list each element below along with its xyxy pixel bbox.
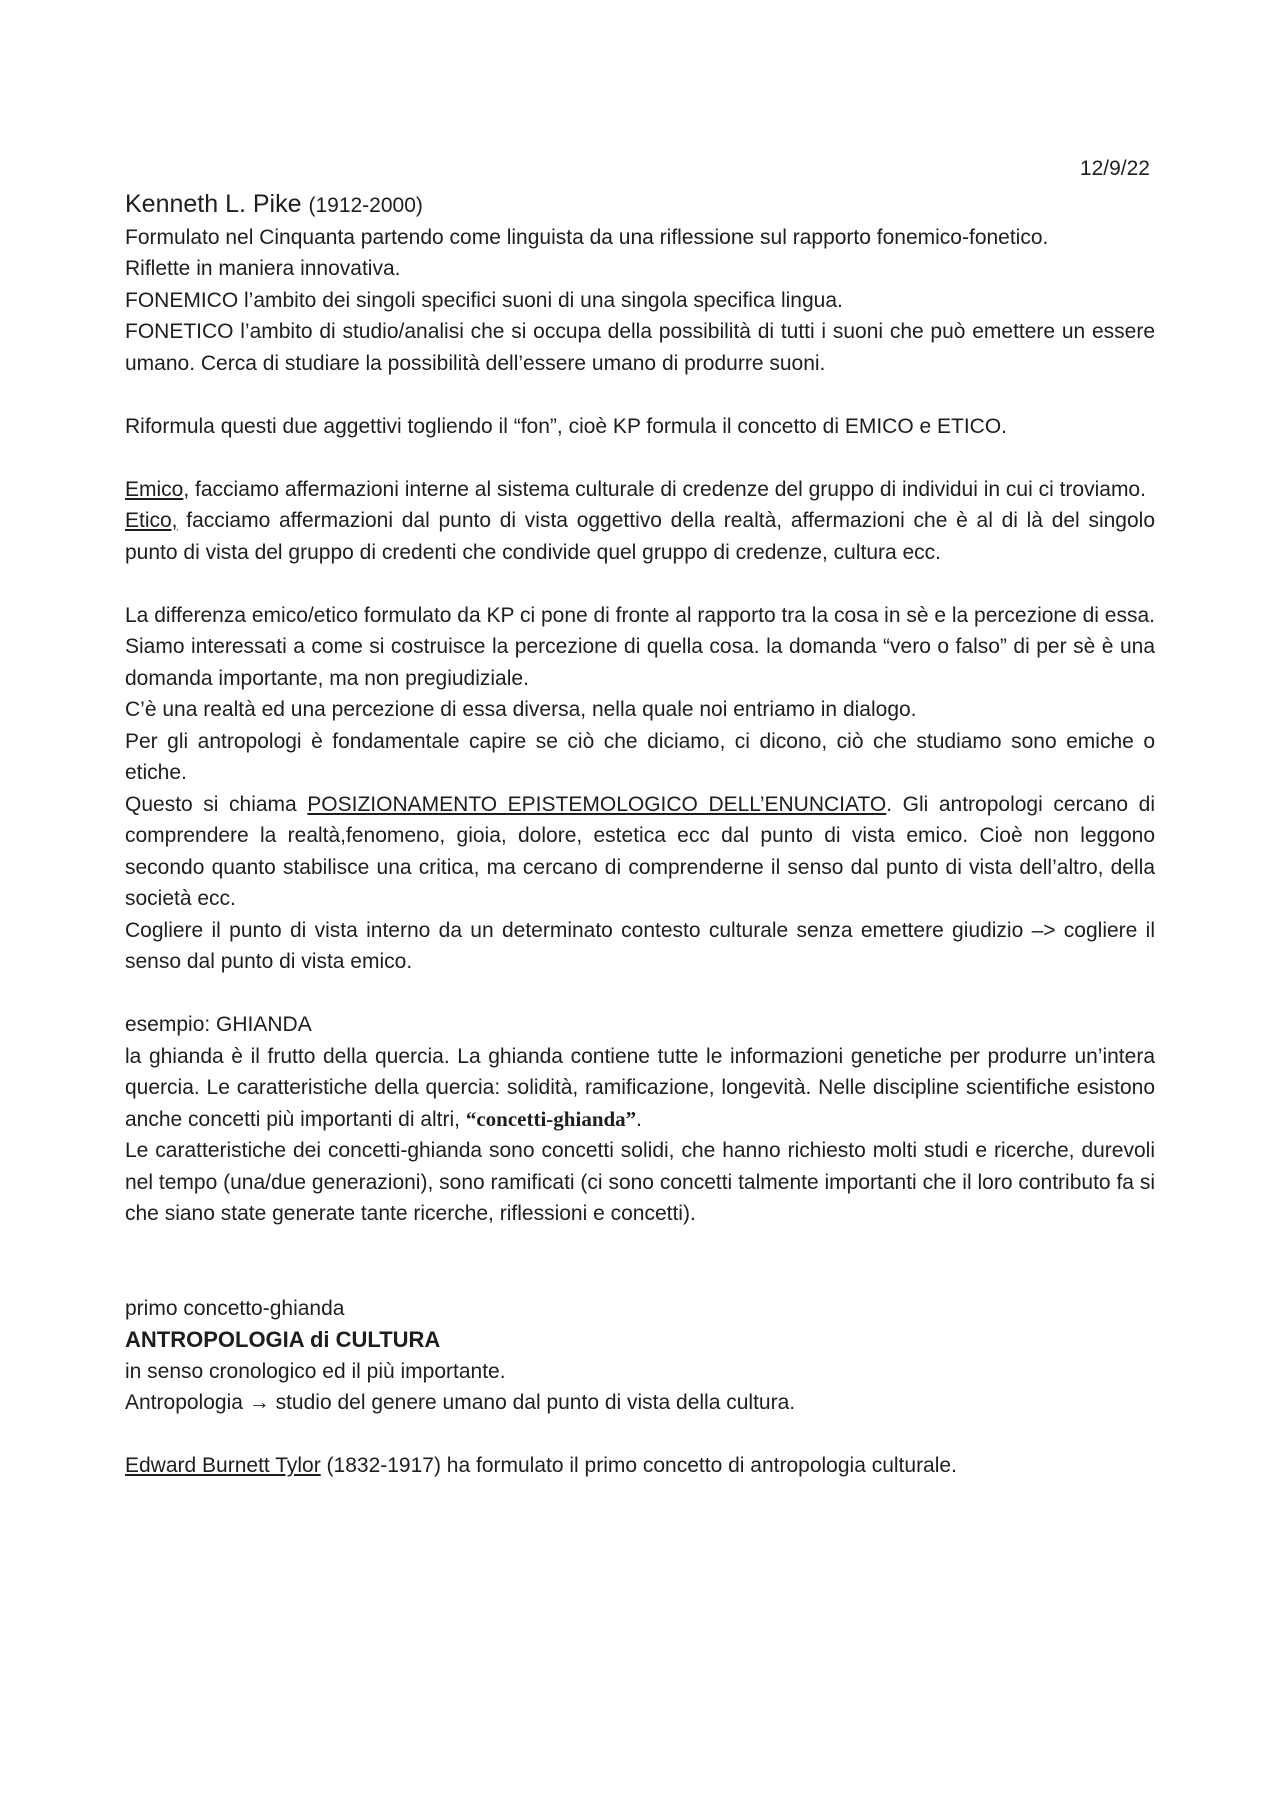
date: 12/9/22 xyxy=(1079,157,1150,180)
definition-text: , facciamo affermazioni interne al sistema culturale di credenze del gruppo di individui in cui ci troviamo. xyxy=(183,477,1146,501)
heading xyxy=(125,189,1155,222)
spacer xyxy=(125,568,1155,600)
spacer xyxy=(125,978,1155,1010)
text-span: Questo si chiama xyxy=(125,792,308,816)
paragraph: Antropologia → studio del genere umano dal punto di vista della cultura. xyxy=(125,1391,796,1414)
spacer xyxy=(125,379,1155,411)
section-label: primo concetto-ghianda xyxy=(125,1296,345,1320)
spacer xyxy=(125,1419,1155,1451)
text-span: . xyxy=(636,1107,643,1131)
tylor-years: (1832-1917) xyxy=(320,1454,441,1477)
tylor-name: Edward Burnett Tylor xyxy=(125,1454,321,1477)
paragraph: FONEMICO l’ambito dei singoli specifici suoni di una singola specifica lingua. xyxy=(125,288,843,312)
heading-years: (1912-2000) xyxy=(308,194,423,217)
paragraph: La differenza emico/etico formulato da KP ci pone di fronte al rapporto tra la cosa in sè e la percezione di essa. Siamo interessati a come si costruisce la percezione di quella cosa. la domanda “vero o falso” di per sè è una domanda importante, ma non pregiudiziale. xyxy=(125,603,1155,690)
definition-emico xyxy=(125,474,1155,506)
heading-name: Kenneth L. Pike xyxy=(125,190,302,218)
paragraph xyxy=(125,789,1155,915)
paragraph: Le caratteristiche dei concetti-ghianda sono concetti solidi, che hanno richiesto molti studi e ricerche, durevoli nel tempo (una/due generazioni), sono ramificati (ci sono concetti talmente importanti che il loro contributo fa si che siano state generate tante ricerche, riflessioni e concetti). xyxy=(125,1139,1155,1225)
section-title: ANTROPOLOGIA di CULTURA xyxy=(125,1327,441,1352)
paragraph: Riflette in maniera innovativa. xyxy=(125,257,401,280)
paragraph: Formulato nel Cinquanta partendo come linguista da una riflessione sul rapporto fonemico-fonetico. xyxy=(125,225,1049,249)
paragraph: Riformula questi due aggettivi togliendo il “fon”, cioè KP formula il concetto di EMICO e ETICO. xyxy=(125,414,1008,438)
document-body xyxy=(125,189,1155,1482)
paragraph: in senso cronologico ed il più importante. xyxy=(125,1359,506,1383)
definition-etico xyxy=(125,505,1155,568)
paragraph xyxy=(125,1041,1155,1136)
example-label: esempio: GHIANDA xyxy=(125,1013,312,1036)
term-posizionamento: POSIZIONAMENTO EPISTEMOLOGICO DELL’ENUNCIATO xyxy=(307,792,887,816)
paragraph-tylor xyxy=(125,1450,1155,1482)
text-span: la ghianda è il frutto della quercia. La ghianda contiene tutte le informazioni genetiche per produrre un’intera quercia. Le caratteristiche della quercia: solidità, ramificazione, longevità. Nelle discipline scientifiche esistono anche concetti più importanti di altri, xyxy=(125,1044,1155,1131)
text-span: . Gli antropologi cercano di comprendere la realtà,fenomeno, gioia, dolore, estetica ecc dal punto di vista emico. Cioè non leggono secondo quanto stabilisce una critica, ma cercano di comprenderne il senso dal punto di vista dell’altro, della società ecc. xyxy=(125,792,1155,910)
paragraph: Cogliere il punto di vista interno da un determinato contesto culturale senza emettere giudizio –> cogliere il senso dal punto di vista emico. xyxy=(125,918,1155,973)
paragraph: C’è una realtà ed una percezione di essa diversa, nella quale noi entriamo in dialogo. xyxy=(125,698,917,721)
spacer xyxy=(125,1230,1155,1293)
term-etico: Etico, xyxy=(125,509,178,532)
paragraph: Per gli antropologi è fondamentale capire se ciò che diciamo, ci dicono, ciò che studiamo sono emiche o etiche. xyxy=(125,729,1155,784)
paragraph: FONETICO l’ambito di studio/analisi che si occupa della possibilità di tutti i suoni che può emettere un essere umano. Cerca di studiare la possibilità dell’essere umano di produrre suoni. xyxy=(125,320,1155,375)
term-concetti-ghianda: “concetti-ghianda” xyxy=(465,1106,637,1131)
term-emico: Emico xyxy=(125,477,184,501)
spacer xyxy=(125,442,1155,474)
text-span: ha formulato il primo concetto di antropologia culturale. xyxy=(440,1454,957,1477)
definition-text: facciamo affermazioni dal punto di vista oggettivo della realtà, affermazioni che è al di là del singolo punto di vista del gruppo di credenti che condivide quel gruppo di credenze, cultura ecc. xyxy=(125,509,1155,564)
